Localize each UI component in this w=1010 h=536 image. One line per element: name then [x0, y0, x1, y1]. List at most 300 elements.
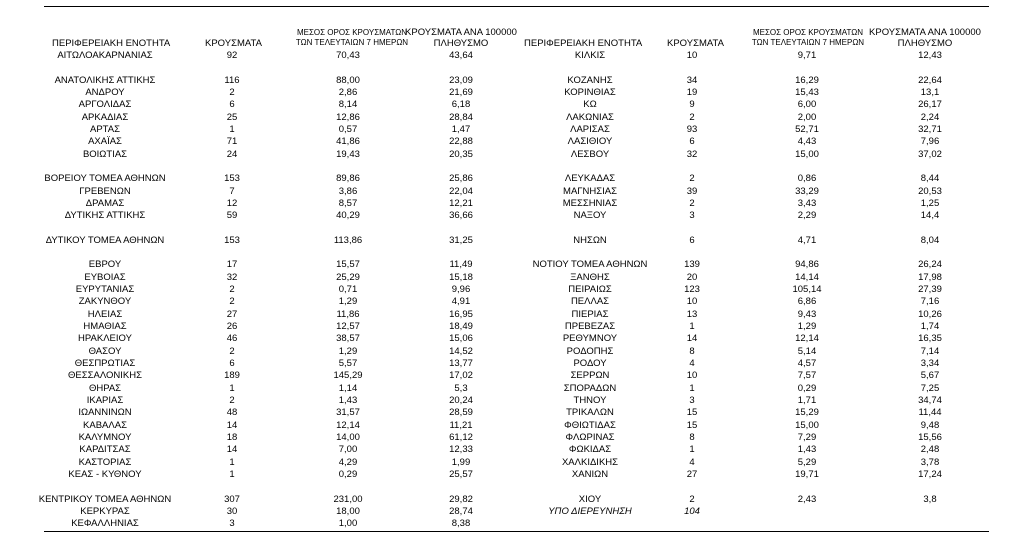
header-per100k-line2: ΠΛΗΘΥΣΜΟ	[433, 37, 489, 49]
left-cell-per100k: 11,49	[449, 259, 473, 271]
right-cell-region: ΣΠΟΡΑΔΩΝ	[563, 382, 617, 394]
right-cell-per100k: 7,16	[920, 296, 940, 308]
header-avg7-right	[738, 28, 878, 48]
right-cell-per100k: 1,74	[920, 321, 940, 333]
table-row	[44, 346, 989, 358]
right-cell-cases: 3	[689, 210, 695, 222]
right-cell-avg7: 3,43	[797, 197, 817, 209]
right-cell-cases: 8	[689, 431, 695, 443]
left-cell-avg7: 12,14	[336, 419, 360, 431]
left-cell-region: ΕΒΡΟΥ	[88, 259, 122, 271]
left-cell-avg7: 1,43	[338, 394, 358, 406]
right-cell-avg7: 16,29	[795, 74, 819, 86]
header-avg7-right-line1: ΜΕΣΟΣ ΟΡΟΣ ΚΡΟΥΣΜΑΤΩΝ	[752, 28, 864, 37]
table-row	[44, 432, 989, 444]
left-cell-per100k: 29,82	[449, 493, 473, 505]
left-cell-region: ΘΕΣΠΡΩΤΙΑΣ	[74, 358, 136, 369]
right-cell-avg7: 7,29	[797, 431, 817, 443]
right-cell-per100k: 13,1	[920, 86, 940, 98]
left-cell-cases: 25	[226, 111, 238, 123]
right-cell-region: ΡΟΔΟΥ	[573, 358, 607, 369]
left-cell-avg7: 89,86	[336, 173, 360, 185]
left-cell-per100k: 28,84	[449, 111, 473, 123]
left-cell-avg7: 7,00	[338, 444, 358, 456]
left-cell-per100k: 21,69	[449, 86, 473, 98]
right-cell-avg7: 15,43	[795, 86, 819, 98]
right-cell-avg7: 6,00	[797, 99, 817, 111]
left-cell-cases: 2	[229, 284, 235, 296]
right-cell-region: ΡΟΔΟΠΗΣ	[566, 345, 614, 357]
left-cell-cases: 189	[224, 370, 240, 382]
left-cell-cases: 24	[226, 148, 238, 160]
left-cell-region: ΑΝΑΤΟΛΙΚΗΣ ΑΤΤΙΚΗΣ	[54, 74, 156, 86]
left-cell-avg7: 1,29	[338, 296, 358, 308]
left-cell-per100k: 16,95	[449, 308, 473, 320]
right-cell-per100k: 34,74	[918, 394, 942, 406]
table-row	[44, 370, 989, 382]
table-row	[44, 136, 989, 148]
right-cell-per100k: 8,04	[920, 234, 940, 246]
left-cell-avg7: 40,29	[336, 210, 360, 222]
left-cell-cases: 2	[229, 345, 235, 357]
left-cell-per100k: 8,38	[451, 518, 471, 530]
right-cell-avg7: 14,14	[795, 271, 819, 283]
left-cell-region: ΖΑΚΥΝΘΟΥ	[78, 296, 132, 308]
left-cell-cases: 116	[224, 74, 240, 86]
left-cell-per100k: 13,77	[449, 358, 473, 369]
right-cell-cases: 1	[689, 444, 695, 456]
right-cell-per100k: 37,02	[918, 148, 942, 160]
left-cell-cases: 1	[229, 456, 235, 468]
left-cell-cases: 2	[229, 296, 235, 308]
left-cell-region: ΚΕΝΤΡΙΚΟΥ ΤΟΜΕΑ ΑΘΗΝΩΝ	[38, 493, 172, 505]
left-cell-cases: 2	[229, 86, 235, 98]
left-cell-region: ΚΑΡΔΙΤΣΑΣ	[79, 444, 131, 456]
left-cell-per100k: 15,18	[449, 271, 473, 283]
left-cell-region: ΚΑΛΥΜΝΟΥ	[78, 431, 132, 443]
right-cell-region: ΡΕΘΥΜΝΟΥ	[562, 333, 618, 345]
left-cell-region: ΗΜΑΘΙΑΣ	[83, 321, 127, 333]
left-cell-region: ΔΥΤΙΚΗΣ ΑΤΤΙΚΗΣ	[64, 210, 146, 222]
right-cell-avg7: 2,43	[797, 493, 817, 505]
table-row	[44, 420, 989, 432]
left-cell-avg7: 8,14	[338, 99, 358, 111]
left-cell-avg7: 88,00	[336, 74, 360, 86]
right-cell-region: ΦΘΙΩΤΙΔΑΣ	[564, 419, 616, 431]
right-cell-per100k: 17,24	[918, 468, 942, 480]
left-cell-cases: 32	[226, 271, 238, 283]
right-cell-per100k: 14,4	[920, 210, 940, 222]
right-cell-cases: 4	[689, 358, 695, 369]
right-cell-region: ΠΕΛΛΑΣ	[570, 296, 610, 308]
right-cell-region: ΞΑΝΘΗΣ	[570, 271, 610, 283]
right-cell-cases: 6	[689, 136, 695, 148]
right-cell-per100k: 32,71	[918, 123, 942, 135]
right-cell-cases: 1	[689, 382, 695, 394]
table-row	[44, 75, 989, 87]
left-cell-per100k: 61,12	[449, 431, 473, 443]
left-cell-region: ΕΥΡΥΤΑΝΙΑΣ	[75, 284, 135, 296]
table-row	[44, 395, 989, 407]
left-cell-avg7: 0,29	[338, 468, 358, 480]
right-cell-per100k: 8,44	[920, 173, 940, 185]
left-cell-cases: 92	[226, 50, 238, 61]
left-cell-cases: 6	[229, 99, 235, 111]
right-cell-region: ΛΑΚΩΝΙΑΣ	[566, 111, 614, 123]
left-cell-avg7: 31,57	[336, 407, 360, 419]
right-cell-per100k: 22,64	[918, 74, 942, 86]
left-cell-per100k: 36,66	[449, 210, 473, 222]
right-cell-avg7: 0,86	[797, 173, 817, 185]
left-cell-cases: 17	[226, 259, 238, 271]
right-cell-region: ΠΡΕΒΕΖΑΣ	[564, 321, 616, 333]
table-row	[44, 469, 989, 481]
right-cell-cases: 9	[689, 99, 695, 111]
right-cell-cases: 123	[684, 284, 700, 296]
left-cell-per100k: 20,35	[449, 148, 473, 160]
table-row	[44, 186, 989, 198]
left-cell-region: ΑΡΚΑΔΙΑΣ	[81, 111, 129, 123]
right-cell-region: ΛΑΡΙΣΑΣ	[570, 123, 610, 135]
right-cell-cases: 4	[689, 456, 695, 468]
right-cell-per100k: 7,14	[920, 345, 940, 357]
right-cell-cases: 2	[689, 197, 695, 209]
right-cell-avg7: 1,43	[797, 444, 817, 456]
table-row	[44, 284, 989, 296]
left-cell-per100k: 28,74	[449, 505, 473, 517]
right-cell-cases: 6	[689, 234, 695, 246]
header-per100k	[398, 28, 524, 49]
left-cell-avg7: 113,86	[333, 234, 363, 246]
left-cell-region: ΚΑΒΑΛΑΣ	[83, 419, 127, 431]
table-row	[44, 296, 989, 308]
right-cell-avg7: 94,86	[795, 259, 819, 271]
left-cell-per100k: 6,18	[451, 99, 471, 111]
left-cell-per100k: 12,21	[449, 197, 473, 209]
left-cell-cases: 153	[224, 234, 240, 246]
header-avg7-line2: ΤΩΝ ΤΕΛΕΥΤΑΙΩΝ 7 ΗΜΕΡΩΝ	[295, 38, 409, 47]
right-cell-avg7: 12,14	[795, 333, 819, 345]
right-cell-cases: 10	[686, 370, 698, 382]
right-cell-cases: 20	[686, 271, 698, 283]
left-cell-cases: 1	[229, 123, 235, 135]
right-cell-avg7: 6,86	[797, 296, 817, 308]
left-cell-avg7: 145,29	[333, 370, 363, 382]
header-region-right: ΠΕΡΙΦΕΡΕΙΑΚΗ ΕΝΟΤΗΤΑ	[524, 38, 643, 49]
left-cell-cases: 30	[226, 505, 238, 517]
right-cell-avg7: 15,00	[795, 148, 819, 160]
left-cell-per100k: 11,21	[449, 419, 473, 431]
left-cell-per100k: 25,86	[449, 173, 473, 185]
right-cell-avg7: 105,14	[792, 284, 822, 296]
left-cell-avg7: 14,00	[336, 431, 360, 443]
left-cell-cases: 153	[224, 173, 240, 185]
left-cell-cases: 18	[226, 431, 238, 443]
right-cell-per100k: 12,43	[918, 50, 942, 61]
left-cell-avg7: 41,86	[336, 136, 360, 148]
right-cell-avg7: 7,57	[797, 370, 817, 382]
right-cell-per100k: 2,48	[920, 444, 940, 456]
right-cell-per100k: 26,24	[918, 259, 942, 271]
left-cell-region: ΑΙΤΩΛΟΑΚΑΡΝΑΝΙΑΣ	[57, 50, 153, 61]
left-cell-per100k: 43,64	[449, 50, 473, 61]
left-cell-per100k: 5,3	[454, 382, 468, 394]
header-per100k-right	[862, 28, 988, 49]
right-cell-per100k: 1,25	[920, 197, 940, 209]
left-cell-per100k: 4,91	[451, 296, 471, 308]
left-cell-region: ΚΑΣΤΟΡΙΑΣ	[78, 456, 132, 468]
table-row	[44, 124, 989, 136]
right-cell-cases: 32	[686, 148, 698, 160]
right-cell-per100k: 7,25	[920, 382, 940, 394]
left-cell-per100k: 18,49	[449, 321, 473, 333]
left-cell-region: ΔΥΤΙΚΟΥ ΤΟΜΕΑ ΑΘΗΝΩΝ	[45, 234, 165, 246]
right-cell-avg7: 5,14	[797, 345, 817, 357]
right-cell-region: ΝΟΤΙΟΥ ΤΟΜΕΑ ΑΘΗΝΩΝ	[532, 259, 648, 271]
right-cell-cases: 14	[686, 333, 698, 345]
right-cell-region: ΚΙΛΚΙΣ	[574, 50, 606, 61]
right-cell-per100k: 9,48	[920, 419, 940, 431]
left-cell-cases: 48	[226, 407, 238, 419]
table-row	[44, 358, 989, 370]
left-cell-per100k: 9,96	[451, 284, 471, 296]
right-cell-avg7: 19,71	[795, 468, 819, 480]
right-cell-region: ΝΗΣΩΝ	[573, 234, 607, 246]
right-cell-region: ΦΩΚΙΔΑΣ	[568, 444, 612, 456]
left-cell-per100k: 15,06	[449, 333, 473, 345]
left-cell-cases: 2	[229, 394, 235, 406]
table-row	[44, 272, 989, 284]
left-cell-avg7: 15,57	[336, 259, 360, 271]
right-cell-cases: 139	[684, 259, 700, 271]
left-cell-avg7: 11,86	[336, 308, 360, 320]
table-row	[44, 235, 989, 247]
left-cell-avg7: 25,29	[336, 271, 360, 283]
right-cell-avg7: 52,71	[795, 123, 819, 135]
right-cell-avg7: 9,43	[797, 308, 817, 320]
left-cell-per100k: 28,59	[449, 407, 473, 419]
right-cell-per100k: 7,96	[920, 136, 940, 148]
left-cell-region: ΑΡΓΟΛΙΔΑΣ	[78, 99, 132, 111]
right-cell-avg7: 2,00	[797, 111, 817, 123]
right-cell-cases: 8	[689, 345, 695, 357]
left-cell-avg7: 3,86	[338, 185, 358, 197]
right-cell-region: ΤΡΙΚΑΛΩΝ	[566, 407, 614, 419]
right-cell-avg7: 4,71	[797, 234, 817, 246]
table-row	[44, 309, 989, 321]
right-cell-per100k: 15,56	[918, 431, 942, 443]
left-cell-avg7: 38,57	[336, 333, 360, 345]
right-cell-cases: 19	[686, 86, 698, 98]
right-cell-region: ΛΑΣΙΘΙΟΥ	[567, 136, 613, 148]
table-row	[44, 87, 989, 99]
right-cell-region: ΣΕΡΡΩΝ	[570, 370, 610, 382]
left-cell-region: ΑΡΤΑΣ	[90, 123, 120, 135]
left-cell-region: ΘΑΣΟΥ	[88, 345, 122, 357]
right-cell-region: ΠΙΕΡΙΑΣ	[571, 308, 609, 320]
left-cell-avg7: 1,00	[338, 518, 358, 530]
right-cell-per100k: 3,8	[923, 493, 937, 505]
right-cell-cases: 104	[684, 505, 700, 517]
right-cell-cases: 10	[686, 296, 698, 308]
left-cell-avg7: 1,29	[338, 345, 358, 357]
right-cell-avg7: 15,29	[795, 407, 819, 419]
right-cell-cases: 93	[686, 123, 698, 135]
header-cases: ΚΡΟΥΣΜΑΤΑ	[205, 38, 262, 49]
left-cell-cases: 307	[224, 493, 240, 505]
header-per100k-right-line2: ΠΛΗΘΥΣΜΟ	[897, 37, 953, 49]
right-cell-per100k: 3,34	[920, 358, 940, 369]
left-cell-cases: 46	[226, 333, 238, 345]
table-row	[44, 383, 989, 395]
right-cell-region: ΧΙΟΥ	[578, 493, 602, 505]
left-cell-region: ΘΗΡΑΣ	[88, 382, 122, 394]
right-cell-cases: 39	[686, 185, 698, 197]
right-cell-cases: 27	[686, 468, 698, 480]
right-cell-cases: 15	[686, 419, 698, 431]
right-cell-per100k: 17,98	[918, 271, 942, 283]
header-avg7-right-line2: ΤΩΝ ΤΕΛΕΥΤΑΙΩΝ 7 ΗΜΕΡΩΝ	[751, 38, 865, 47]
right-cell-region: ΜΑΓΝΗΣΙΑΣ	[563, 185, 617, 197]
left-cell-per100k: 25,57	[449, 468, 473, 480]
bottom-rule	[44, 531, 989, 532]
right-cell-region: ΤΗΝΟΥ	[573, 394, 607, 406]
table-row	[44, 407, 989, 419]
left-cell-region: ΚΕΡΚΥΡΑΣ	[80, 505, 130, 517]
table-row	[44, 494, 989, 506]
right-cell-region: ΧΑΝΙΩΝ	[571, 468, 609, 480]
right-cell-region: ΚΩ	[583, 99, 597, 111]
right-cell-per100k: 11,44	[918, 407, 942, 419]
table-row	[44, 444, 989, 456]
right-cell-avg7: 1,29	[797, 321, 817, 333]
left-cell-region: ΒΟΡΕΙΟΥ ΤΟΜΕΑ ΑΘΗΝΩΝ	[44, 173, 166, 185]
left-cell-region: ΔΡΑΜΑΣ	[85, 197, 125, 209]
left-cell-cases: 14	[226, 419, 238, 431]
left-cell-avg7: 0,57	[338, 123, 358, 135]
left-cell-avg7: 8,57	[338, 197, 358, 209]
right-cell-cases: 3	[689, 394, 695, 406]
left-cell-region: ΑΧΑΪΑΣ	[88, 136, 122, 148]
table-row	[44, 321, 989, 333]
right-cell-region: ΥΠΟ ΔΙΕΡΕΥΝΗΣΗ	[548, 505, 632, 517]
top-rule	[44, 6, 989, 7]
table-row	[44, 259, 989, 271]
table-row	[44, 506, 989, 518]
right-cell-cases: 1	[689, 321, 695, 333]
right-cell-per100k: 27,39	[918, 284, 942, 296]
right-cell-avg7: 4,43	[797, 136, 817, 148]
right-cell-cases: 10	[686, 50, 698, 61]
table-row	[44, 50, 989, 62]
right-cell-avg7: 9,71	[797, 50, 817, 61]
right-cell-avg7: 1,71	[797, 394, 817, 406]
header-per100k-right-line1: ΚΡΟΥΣΜΑΤΑ ΑΝΑ 100000	[869, 27, 981, 38]
right-cell-per100k: 5,67	[920, 370, 940, 382]
left-cell-per100k: 22,88	[449, 136, 473, 148]
left-cell-cases: 71	[226, 136, 238, 148]
table-row	[44, 149, 989, 161]
left-cell-cases: 1	[229, 382, 235, 394]
left-cell-per100k: 20,24	[449, 394, 473, 406]
left-cell-region: ΗΡΑΚΛΕΙΟΥ	[78, 333, 132, 345]
right-cell-per100k: 20,53	[918, 185, 942, 197]
left-cell-cases: 1	[229, 468, 235, 480]
left-cell-per100k: 1,47	[451, 123, 471, 135]
right-cell-per100k: 10,26	[918, 308, 942, 320]
right-cell-avg7: 2,29	[797, 210, 817, 222]
right-cell-region: ΠΕΙΡΑΙΩΣ	[568, 284, 612, 296]
right-cell-per100k: 2,24	[920, 111, 940, 123]
left-cell-region: ΚΕΑΣ - ΚΥΘΝΟΥ	[68, 468, 142, 480]
left-cell-avg7: 231,00	[333, 493, 363, 505]
right-cell-region: ΧΑΛΚΙΔΙΚΗΣ	[561, 456, 619, 468]
left-cell-region: ΗΛΕΙΑΣ	[87, 308, 123, 320]
left-cell-region: ΙΚΑΡΙΑΣ	[86, 394, 124, 406]
right-cell-region: ΛΕΥΚΑΔΑΣ	[564, 173, 616, 185]
left-cell-cases: 59	[226, 210, 238, 222]
left-cell-avg7: 5,57	[338, 358, 358, 369]
right-cell-cases: 2	[689, 111, 695, 123]
right-cell-avg7: 5,29	[797, 456, 817, 468]
left-cell-avg7: 12,57	[336, 321, 360, 333]
left-cell-region: ΒΟΙΩΤΙΑΣ	[82, 148, 128, 160]
right-cell-cases: 2	[689, 173, 695, 185]
left-cell-per100k: 12,33	[449, 444, 473, 456]
left-cell-region: ΓΡΕΒΕΝΩΝ	[79, 185, 131, 197]
left-cell-avg7: 12,86	[336, 111, 360, 123]
left-cell-avg7: 18,00	[336, 505, 360, 517]
left-cell-cases: 3	[229, 518, 235, 530]
left-cell-cases: 14	[226, 444, 238, 456]
left-cell-avg7: 1,14	[338, 382, 358, 394]
left-cell-per100k: 17,02	[449, 370, 473, 382]
table-row	[44, 99, 989, 111]
table-row	[44, 173, 989, 185]
left-cell-per100k: 1,99	[451, 456, 471, 468]
left-cell-region: ΚΕΦΑΛΛΗΝΙΑΣ	[71, 518, 139, 530]
left-cell-avg7: 0,71	[338, 284, 358, 296]
table-row	[44, 518, 989, 530]
right-cell-region: ΚΟΡΙΝΘΙΑΣ	[564, 86, 616, 98]
left-cell-cases: 7	[229, 185, 235, 197]
right-cell-region: ΦΛΩΡΙΝΑΣ	[565, 431, 615, 443]
left-cell-avg7: 19,43	[336, 148, 360, 160]
header-avg7-line1: ΜΕΣΟΣ ΟΡΟΣ ΚΡΟΥΣΜΑΤΩΝ	[296, 28, 408, 37]
right-cell-avg7: 0,29	[797, 382, 817, 394]
right-cell-per100k: 3,78	[920, 456, 940, 468]
table-row	[44, 210, 989, 222]
left-cell-cases: 6	[229, 358, 235, 369]
right-cell-region: ΝΑΞΟΥ	[573, 210, 607, 222]
left-cell-avg7: 4,29	[338, 456, 358, 468]
left-cell-region: ΕΥΒΟΙΑΣ	[84, 271, 126, 283]
table-row	[44, 198, 989, 210]
right-cell-cases: 15	[686, 407, 698, 419]
left-cell-cases: 26	[226, 321, 238, 333]
header-region: ΠΕΡΙΦΕΡΕΙΑΚΗ ΕΝΟΤΗΤΑ	[52, 38, 171, 49]
right-cell-cases: 2	[689, 493, 695, 505]
left-cell-region: ΑΝΔΡΟΥ	[85, 86, 125, 98]
right-cell-per100k: 16,35	[918, 333, 942, 345]
right-cell-region: ΜΕΣΣΗΝΙΑΣ	[562, 197, 618, 209]
right-cell-cases: 13	[686, 308, 698, 320]
left-cell-per100k: 23,09	[449, 74, 473, 86]
right-cell-region: ΚΟΖΑΝΗΣ	[567, 74, 613, 86]
table-row	[44, 457, 989, 469]
header-per100k-line1: ΚΡΟΥΣΜΑΤΑ ΑΝΑ 100000	[405, 27, 517, 38]
left-cell-cases: 27	[226, 308, 238, 320]
